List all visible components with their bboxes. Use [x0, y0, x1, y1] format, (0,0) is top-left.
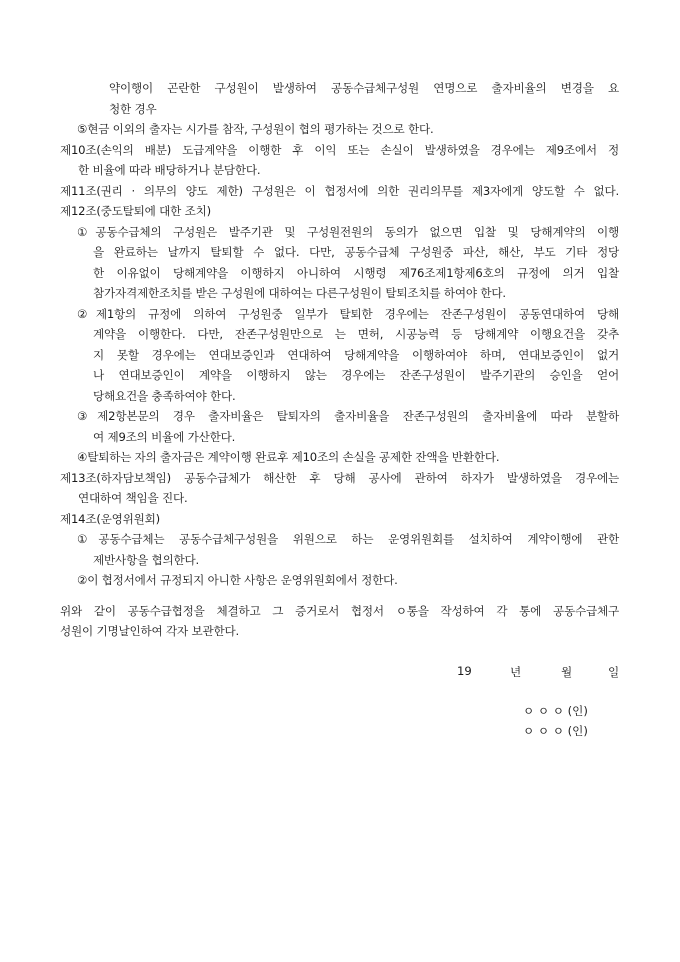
- text-line: ①공동수급체의 구성원은 발주기관 및 구성원전원의 동의가 없으면 입찰 및 당해계약의 이행: [77, 225, 619, 239]
- text-line: 당해요건을 충족하여야 한다.: [93, 389, 236, 403]
- text-line: 제14조(운영위원회): [60, 512, 160, 526]
- text-line: 지 못할 경우에는 연대보증인과 연대하여 당해계약을 이행하여야 하며, 연대보증인이 없거: [93, 348, 619, 362]
- date-year-unit: 년: [510, 665, 522, 679]
- text-line: 제10조(손익의 배분) 도급계약을 이행한 후 이익 또는 손실이 발생하였을 경우에는 제9조에서 정: [60, 143, 619, 157]
- signature-line: ㅇ ㅇ ㅇ (인): [523, 724, 588, 738]
- text-line: 위와 같이 공동수급협정을 체결하고 그 증거로서 협정서 ㅇ통을 작성하여 각 통에 공동수급체구: [60, 604, 619, 618]
- date-day-unit: 일: [608, 665, 620, 679]
- text-line: ⑤현금 이외의 출자는 시가를 참작, 구성원이 협의 평가하는 것으로 한다.: [77, 122, 434, 136]
- text-line: 연대하여 책임을 진다.: [78, 491, 188, 505]
- text-line: ④탈퇴하는 자의 출자금은 계약이행 완료후 제10조의 손실을 공제한 잔액을 반환한다.: [77, 450, 500, 464]
- text-line: 여 제9조의 비율에 가산한다.: [93, 430, 236, 444]
- text-line: ②제1항의 규정에 의하여 구성원중 일부가 탈퇴한 경우에는 잔존구성원이 공동연대하여 당해: [77, 307, 619, 321]
- text-line: 나 연대보증인이 계약을 이행하지 않는 경우에는 잔존구성원이 발주기관의 승인을 얻어: [93, 368, 619, 382]
- text-line: 제12조(중도탈퇴에 대한 조치): [60, 204, 211, 218]
- text-line: 한 이유없이 당해계약을 이행하지 아니하여 시행령 제76조제1항제6호의 규정에 의거 입찰: [93, 266, 619, 280]
- text-line: ②이 협정서에서 규정되지 아니한 사항은 운영위원회에서 정한다.: [77, 573, 398, 587]
- text-line: ③제2항본문의 경우 출자비율은 탈퇴자의 출자비율을 잔존구성원의 출자비율에 따라 분할하: [77, 409, 619, 423]
- signature-line: ㅇ ㅇ ㅇ (인): [523, 704, 588, 718]
- date-month-unit: 월: [561, 665, 573, 679]
- text-line: 제13조(하자담보책임) 공동수급체가 해산한 후 당해 공사에 관하여 하자가 발생하였을 경우에는: [60, 471, 619, 485]
- text-line: ①공동수급체는 공동수급체구성원을 위원으로 하는 운영위원회를 설치하여 계약이행에 관한: [77, 532, 619, 546]
- date-year: 19: [457, 664, 472, 678]
- text-line: 한 비율에 따라 배당하거나 분담한다.: [78, 163, 261, 177]
- text-line: 계약을 이행한다. 다만, 잔존구성원만으로 는 면허, 시공능력 등 당해계약 이행요건을 갖추: [93, 327, 619, 341]
- text-line: 을 완료하는 날까지 탈퇴할 수 없다. 다만, 공동수급체 구성원중 파산, 해산, 부도 기타 정당: [93, 245, 619, 259]
- text-line: 제11조(권리 · 의무의 양도 제한) 구성원은 이 협정서에 의한 권리의무를 제3자에게 양도할 수 없다.: [60, 184, 619, 198]
- text-line: 성원이 기명날인하여 각자 보관한다.: [60, 624, 239, 638]
- text-line: 제반사항을 협의한다.: [93, 553, 199, 567]
- text-line: 약이행이 곤란한 구성원이 발생하여 공동수급체구성원 연명으로 출자비율의 변경을 요: [109, 81, 619, 95]
- text-line: 참가자격제한조치를 받은 구성원에 대하여는 다른구성원이 탈퇴조치를 하여야 한다.: [93, 286, 506, 300]
- text-line: 청한 경우: [109, 102, 157, 116]
